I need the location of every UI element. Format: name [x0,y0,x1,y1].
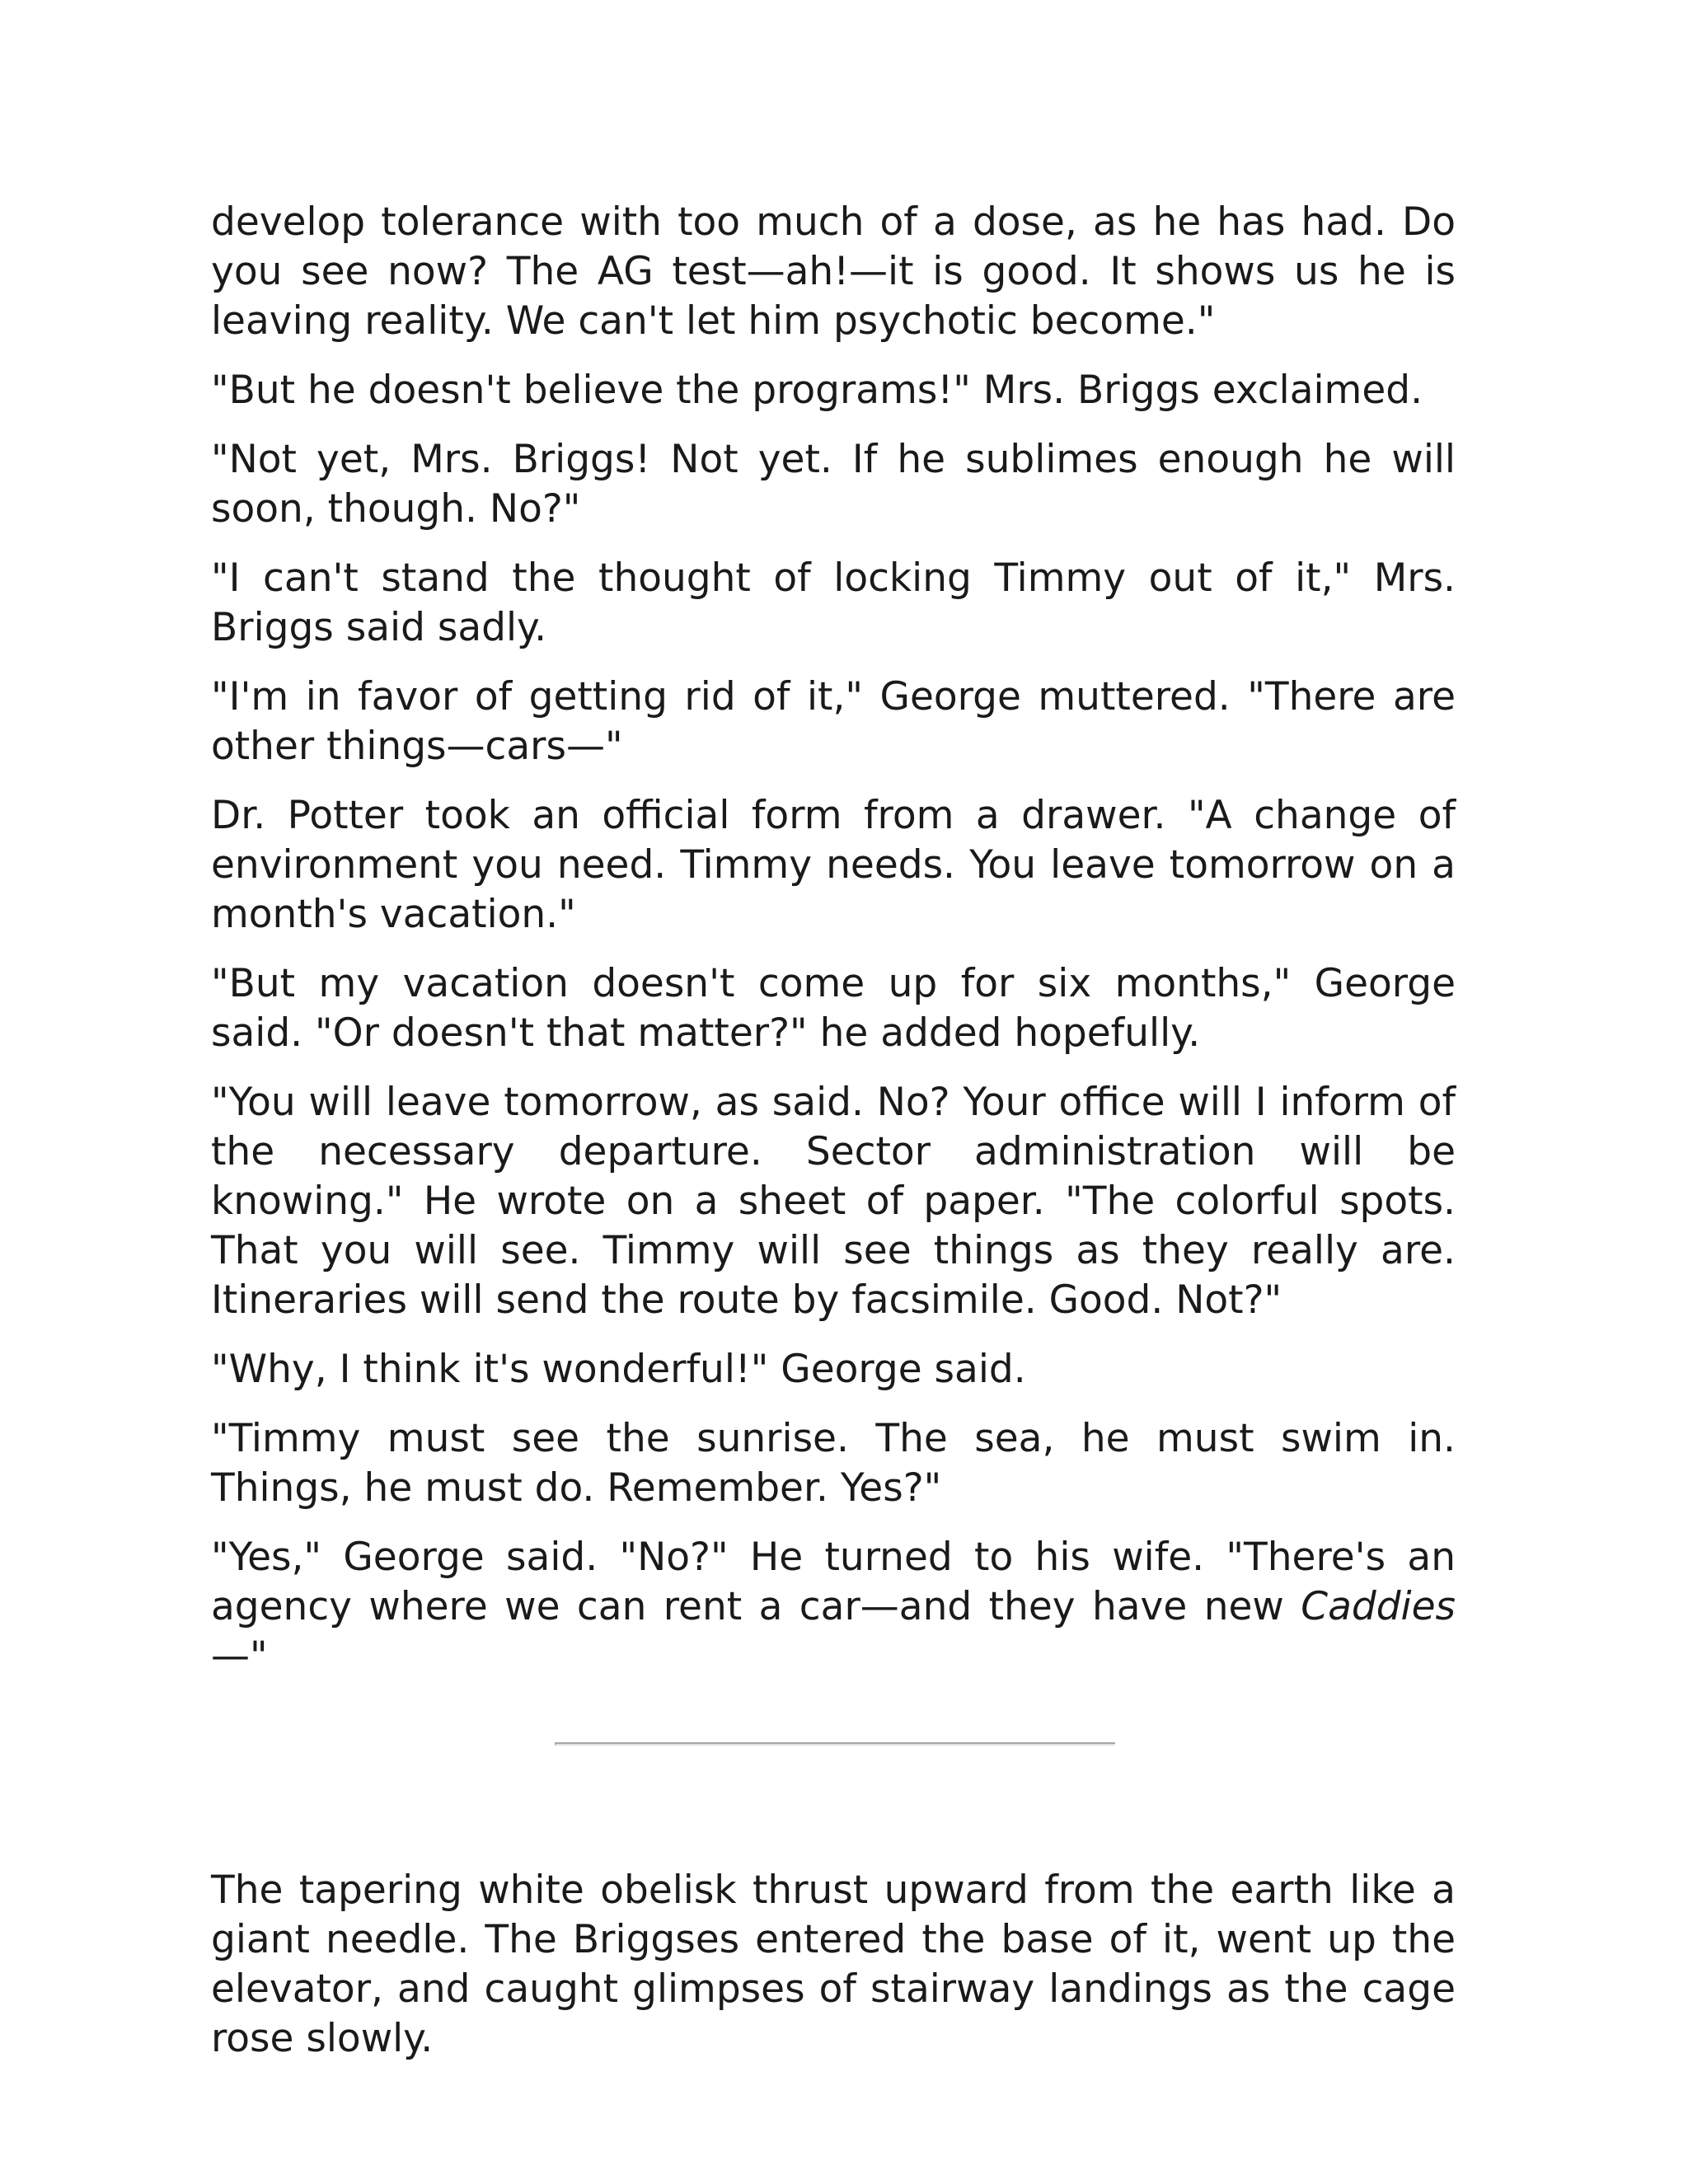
paragraph-8: "You will leave tomorrow, as said. No? Your office will I inform of the necessary departure. Sector administration will be knowing." He wrote on a sheet of paper. "The colorful spots. That you will see. Timmy will see things as they really are. Itineraries will send the route by facsimile. Good. Not?" [211,1080,1456,1323]
paragraph-5: "I'm in favor of getting rid of it," George muttered. "There are other things—cars—" [211,674,1456,769]
paragraph-7: "But my vacation doesn't come up for six months," George said. "Or doesn't that matter?" he added hopefully. [211,961,1456,1056]
paragraph-6: Dr. Potter took an official form from a drawer. "A change of environment you need. Timmy needs. You leave tomorrow on a month's vacation." [211,793,1456,937]
paragraph-4: "I can't stand the thought of locking Timmy out of it," Mrs. Briggs said sadly. [211,555,1456,650]
paragraph-11-text: "Yes," George said. "No?" He turned to his wife. "There's an agency where we can rent a car—and they have new [211,1535,1456,1629]
section-break [211,1701,1456,1866]
italic-caddies: Caddies [1301,1584,1456,1629]
paragraph-after-rule: The tapering white obelisk thrust upward from the earth like a giant needle. The Briggses entered the base of it, went up the elevator, and caught glimpses of stairway landings as the cage rose slowly. [211,1868,1456,2061]
paragraph-3: "Not yet, Mrs. Briggs! Not yet. If he sublimes enough he will soon, though. No?" [211,437,1456,532]
paragraph-10: "Timmy must see the sunrise. The sea, he must swim in. Things, he must do. Remember. Yes?" [211,1416,1456,1511]
paragraph-1: develop tolerance with too much of a dose, as he has had. Do you see now? The AG test—ah!—it is good. It shows us he is leaving reality. We can't let him psychotic become." [211,199,1456,344]
paragraph-11 [211,1533,1456,1681]
paragraph-9: "Why, I think it's wonderful!" George said. [211,1347,1026,1392]
horizontal-rule [555,1742,1115,1746]
paragraph-2: "But he doesn't believe the programs!" Mrs. Briggs exclaimed. [211,368,1423,413]
page-body [211,198,1456,2083]
paragraph-11-end: —" [211,1633,268,1679]
